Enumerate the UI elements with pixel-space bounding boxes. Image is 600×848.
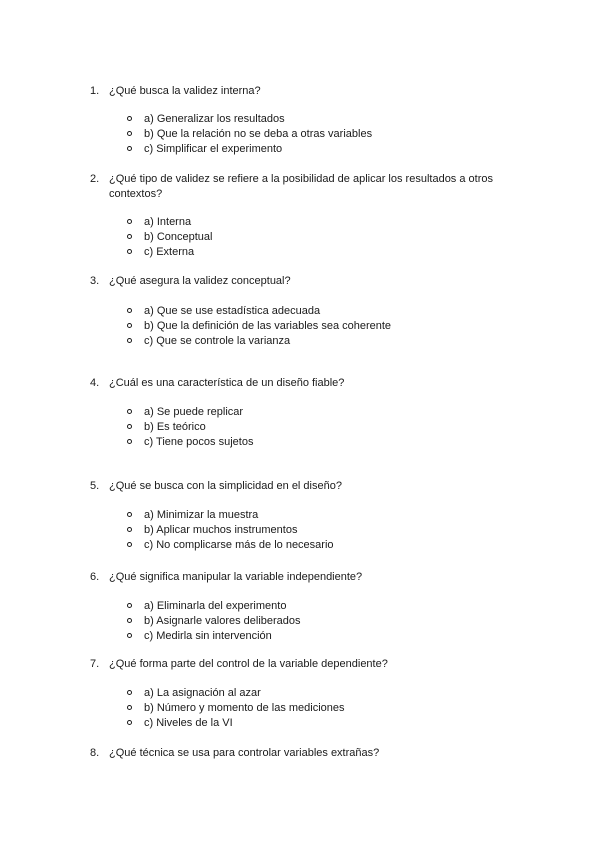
circle-bullet-icon — [127, 633, 132, 638]
question-number: 5. — [90, 480, 100, 492]
option-item — [0, 435, 600, 450]
option-text: c) Medirla sin intervención — [144, 630, 272, 642]
option-item — [0, 614, 600, 629]
options-5 — [0, 508, 600, 553]
question-text: ¿Qué busca la validez interna? — [109, 85, 261, 97]
option-text: c) No complicarse más de lo necesario — [144, 539, 334, 551]
option-text: b) Es teórico — [144, 421, 206, 433]
options-2 — [0, 215, 600, 260]
options-6 — [0, 599, 600, 644]
option-text: a) Interna — [144, 216, 192, 228]
circle-bullet-icon — [127, 527, 132, 532]
option-text: c) Simplificar el experimento — [144, 143, 283, 155]
option-item — [0, 538, 600, 553]
option-item — [0, 319, 600, 334]
option-text: a) Generalizar los resultados — [144, 113, 285, 125]
option-text: b) Número y momento de las mediciones — [144, 702, 345, 714]
circle-bullet-icon — [127, 131, 132, 136]
option-item — [0, 716, 600, 731]
circle-bullet-icon — [127, 323, 132, 328]
option-item — [0, 142, 600, 157]
circle-bullet-icon — [127, 249, 132, 254]
option-item — [0, 420, 600, 435]
circle-bullet-icon — [127, 618, 132, 623]
circle-bullet-icon — [127, 234, 132, 239]
question-1 — [0, 84, 600, 99]
question-number: 7. — [90, 658, 100, 670]
question-text: ¿Qué significa manipular la variable independiente? — [109, 571, 363, 583]
question-3 — [0, 274, 600, 289]
option-text: c) Externa — [144, 246, 195, 258]
option-item — [0, 701, 600, 716]
option-item — [0, 304, 600, 319]
option-text: a) Eliminarla del experimento — [144, 600, 287, 612]
question-text: ¿Qué forma parte del control de la variable dependiente? — [109, 658, 388, 670]
options-4 — [0, 405, 600, 450]
option-text: b) Asignarle valores deliberados — [144, 615, 301, 627]
question-text: ¿Qué tipo de validez se refiere a la posibilidad de aplicar los resultados a otros contextos? — [109, 173, 493, 200]
option-item — [0, 215, 600, 230]
question-5 — [0, 479, 600, 494]
option-item — [0, 334, 600, 349]
circle-bullet-icon — [127, 542, 132, 547]
options-1 — [0, 112, 600, 157]
options-3 — [0, 304, 600, 349]
option-text: b) Conceptual — [144, 231, 213, 243]
question-number: 8. — [90, 747, 100, 759]
option-text: c) Niveles de la VI — [144, 717, 233, 729]
option-item — [0, 112, 600, 127]
circle-bullet-icon — [127, 338, 132, 343]
options-7 — [0, 686, 600, 731]
circle-bullet-icon — [127, 603, 132, 608]
option-item — [0, 230, 600, 245]
option-text: b) Aplicar muchos instrumentos — [144, 524, 298, 536]
circle-bullet-icon — [127, 705, 132, 710]
circle-bullet-icon — [127, 424, 132, 429]
question-number: 4. — [90, 377, 100, 389]
option-text: b) Que la relación no se deba a otras variables — [144, 128, 373, 140]
question-number: 6. — [90, 571, 100, 583]
option-item — [0, 405, 600, 420]
question-text: ¿Qué técnica se usa para controlar variables extrañas? — [109, 747, 380, 759]
question-number: 1. — [90, 85, 100, 97]
question-8 — [0, 746, 600, 761]
question-4 — [0, 376, 600, 391]
option-text: c) Tiene pocos sujetos — [144, 436, 254, 448]
question-2 — [0, 172, 600, 200]
circle-bullet-icon — [127, 512, 132, 517]
question-number: 3. — [90, 275, 100, 287]
question-text: ¿Qué asegura la validez conceptual? — [109, 275, 291, 287]
circle-bullet-icon — [127, 720, 132, 725]
circle-bullet-icon — [127, 219, 132, 224]
option-text: a) La asignación al azar — [144, 687, 261, 699]
question-number: 2. — [90, 173, 100, 185]
option-item — [0, 599, 600, 614]
question-text: ¿Cuál es una característica de un diseño fiable? — [109, 377, 345, 389]
option-item — [0, 686, 600, 701]
circle-bullet-icon — [127, 690, 132, 695]
option-text: a) Minimizar la muestra — [144, 509, 259, 521]
option-text: a) Que se use estadística adecuada — [144, 305, 321, 317]
circle-bullet-icon — [127, 146, 132, 151]
option-item — [0, 508, 600, 523]
circle-bullet-icon — [127, 308, 132, 313]
circle-bullet-icon — [127, 439, 132, 444]
question-text: ¿Qué se busca con la simplicidad en el diseño? — [109, 480, 342, 492]
option-text: c) Que se controle la varianza — [144, 335, 291, 347]
option-item — [0, 127, 600, 142]
option-text: a) Se puede replicar — [144, 406, 244, 418]
option-item — [0, 523, 600, 538]
option-item — [0, 629, 600, 644]
question-6 — [0, 570, 600, 585]
option-text: b) Que la definición de las variables sea coherente — [144, 320, 392, 332]
option-item — [0, 245, 600, 260]
question-7 — [0, 657, 600, 672]
circle-bullet-icon — [127, 409, 132, 414]
circle-bullet-icon — [127, 116, 132, 121]
